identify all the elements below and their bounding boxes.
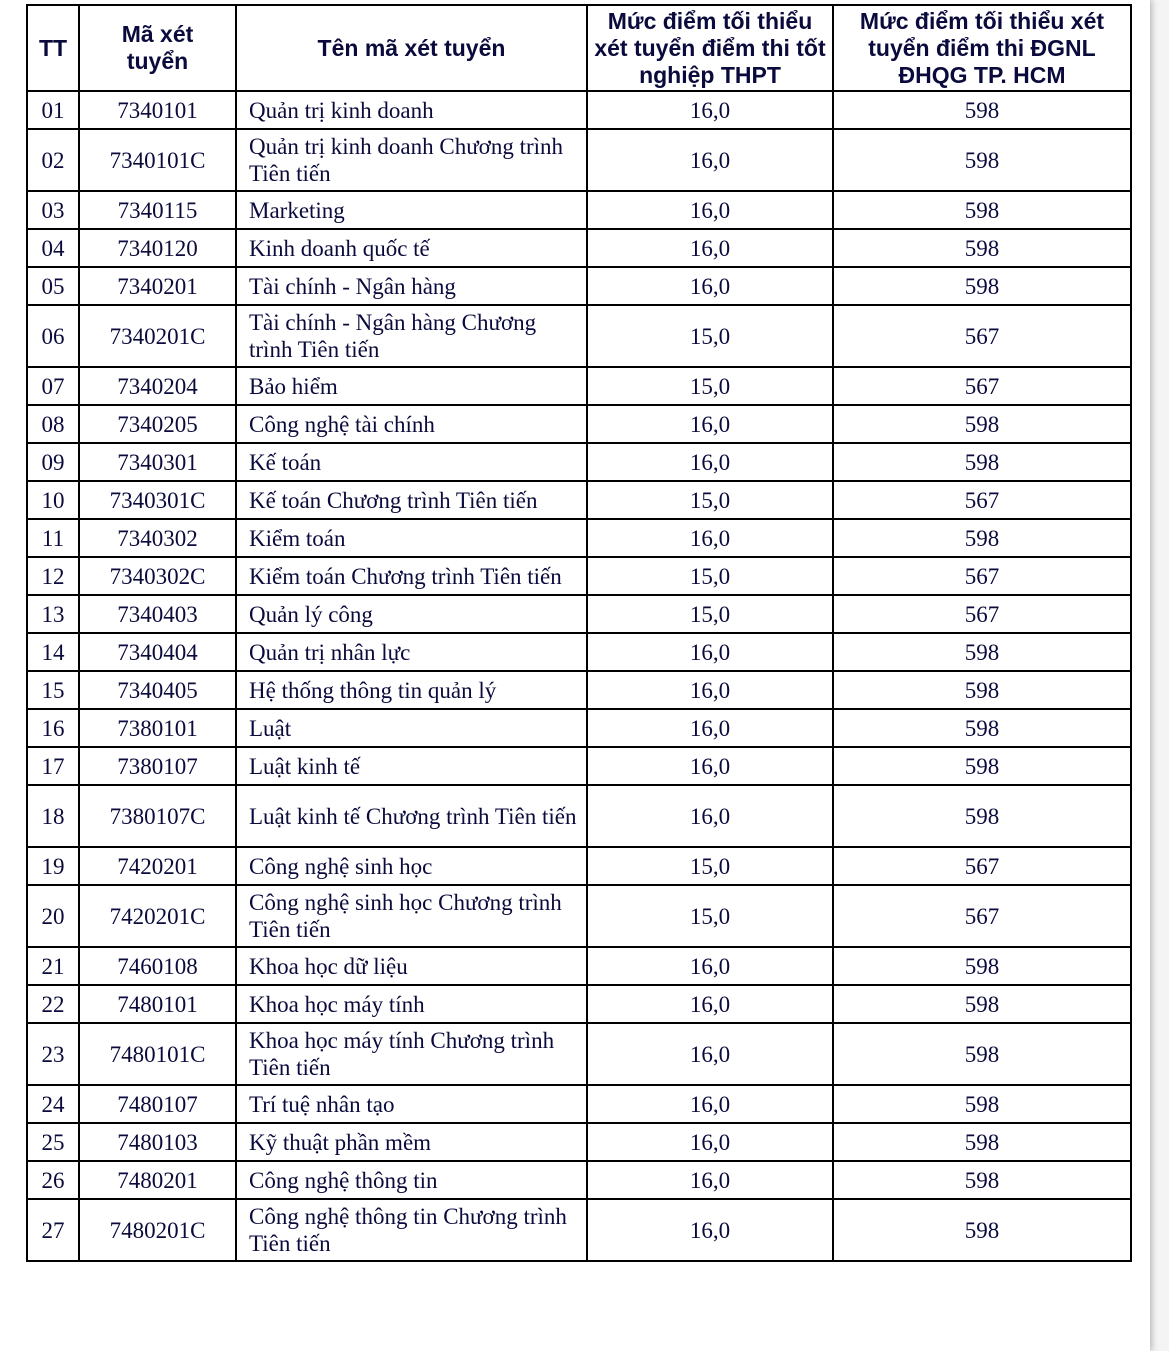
cell-dgnl-score: 598 — [833, 1023, 1131, 1085]
cell-dgnl-score: 567 — [833, 885, 1131, 947]
cell-name: Kế toán — [236, 443, 587, 481]
cell-dgnl-score: 567 — [833, 305, 1131, 367]
cell-dgnl-score: 598 — [833, 709, 1131, 747]
cell-tt: 26 — [27, 1161, 79, 1199]
cell-thpt-score: 15,0 — [587, 595, 833, 633]
table-body — [27, 91, 1131, 1261]
cell-thpt-score: 16,0 — [587, 191, 833, 229]
cell-code: 7380107C — [79, 785, 236, 847]
cell-dgnl-score: 598 — [833, 443, 1131, 481]
cell-code: 7480101C — [79, 1023, 236, 1085]
cell-thpt-score: 16,0 — [587, 1085, 833, 1123]
cell-thpt-score: 15,0 — [587, 305, 833, 367]
cell-name: Luật kinh tế Chương trình Tiên tiến — [236, 785, 587, 847]
cell-dgnl-score: 598 — [833, 191, 1131, 229]
cell-dgnl-score: 598 — [833, 1123, 1131, 1161]
cell-thpt-score: 16,0 — [587, 1023, 833, 1085]
header-thpt-score: Mức điểm tối thiểu xét tuyển điểm thi tốt nghiệp THPT — [587, 5, 833, 91]
cell-tt: 18 — [27, 785, 79, 847]
cell-code: 7340101 — [79, 91, 236, 129]
cell-tt: 25 — [27, 1123, 79, 1161]
table-row — [27, 1199, 1131, 1261]
cell-name: Marketing — [236, 191, 587, 229]
cell-name: Quản trị kinh doanh Chương trình Tiên tiến — [236, 129, 587, 191]
cell-thpt-score: 15,0 — [587, 885, 833, 947]
table-row — [27, 1023, 1131, 1085]
cell-thpt-score: 16,0 — [587, 633, 833, 671]
cell-tt: 15 — [27, 671, 79, 709]
cell-dgnl-score: 567 — [833, 367, 1131, 405]
cell-tt: 13 — [27, 595, 79, 633]
cell-dgnl-score: 598 — [833, 947, 1131, 985]
cell-dgnl-score: 598 — [833, 1161, 1131, 1199]
cell-dgnl-score: 598 — [833, 671, 1131, 709]
cell-thpt-score: 16,0 — [587, 267, 833, 305]
cell-code: 7340115 — [79, 191, 236, 229]
cell-code: 7420201C — [79, 885, 236, 947]
header-name: Tên mã xét tuyển — [236, 5, 587, 91]
header-code: Mã xét tuyển — [79, 5, 236, 91]
cell-name: Kiểm toán Chương trình Tiên tiến — [236, 557, 587, 595]
cell-code: 7340404 — [79, 633, 236, 671]
table-row — [27, 747, 1131, 785]
cell-name: Kế toán Chương trình Tiên tiến — [236, 481, 587, 519]
cell-thpt-score: 16,0 — [587, 405, 833, 443]
cell-code: 7340301C — [79, 481, 236, 519]
cell-code: 7480101 — [79, 985, 236, 1023]
cell-tt: 01 — [27, 91, 79, 129]
cell-thpt-score: 16,0 — [587, 1199, 833, 1261]
cell-name: Luật — [236, 709, 587, 747]
cell-dgnl-score: 598 — [833, 1199, 1131, 1261]
table-row — [27, 985, 1131, 1023]
cell-tt: 07 — [27, 367, 79, 405]
cell-code: 7340302 — [79, 519, 236, 557]
cell-tt: 22 — [27, 985, 79, 1023]
cell-name: Khoa học dữ liệu — [236, 947, 587, 985]
cell-name: Công nghệ thông tin Chương trình Tiên tiến — [236, 1199, 587, 1261]
cell-name: Tài chính - Ngân hàng — [236, 267, 587, 305]
cell-name: Công nghệ sinh học Chương trình Tiên tiến — [236, 885, 587, 947]
cell-code: 7340204 — [79, 367, 236, 405]
table-row — [27, 443, 1131, 481]
cell-thpt-score: 16,0 — [587, 709, 833, 747]
cell-code: 7340120 — [79, 229, 236, 267]
cell-code: 7340101C — [79, 129, 236, 191]
cell-name: Công nghệ sinh học — [236, 847, 587, 885]
cell-code: 7480103 — [79, 1123, 236, 1161]
cell-code: 7340205 — [79, 405, 236, 443]
table-row — [27, 91, 1131, 129]
cell-thpt-score: 16,0 — [587, 519, 833, 557]
cell-dgnl-score: 598 — [833, 91, 1131, 129]
cell-dgnl-score: 598 — [833, 519, 1131, 557]
cell-code: 7480201 — [79, 1161, 236, 1199]
table-row — [27, 885, 1131, 947]
cell-thpt-score: 15,0 — [587, 557, 833, 595]
table-row — [27, 519, 1131, 557]
table-row — [27, 785, 1131, 847]
cell-dgnl-score: 598 — [833, 985, 1131, 1023]
cell-thpt-score: 15,0 — [587, 481, 833, 519]
table-row — [27, 191, 1131, 229]
cell-name: Quản trị kinh doanh — [236, 91, 587, 129]
cell-thpt-score: 16,0 — [587, 1161, 833, 1199]
cell-tt: 09 — [27, 443, 79, 481]
table-row — [27, 1161, 1131, 1199]
table-row — [27, 595, 1131, 633]
cell-tt: 17 — [27, 747, 79, 785]
cell-dgnl-score: 567 — [833, 557, 1131, 595]
cell-tt: 08 — [27, 405, 79, 443]
cell-thpt-score: 16,0 — [587, 785, 833, 847]
cell-code: 7420201 — [79, 847, 236, 885]
cell-tt: 23 — [27, 1023, 79, 1085]
cell-tt: 12 — [27, 557, 79, 595]
cell-tt: 06 — [27, 305, 79, 367]
cell-code: 7340405 — [79, 671, 236, 709]
cell-dgnl-score: 598 — [833, 1085, 1131, 1123]
cell-tt: 14 — [27, 633, 79, 671]
cell-dgnl-score: 598 — [833, 633, 1131, 671]
table-row — [27, 481, 1131, 519]
table-row — [27, 709, 1131, 747]
cell-code: 7340301 — [79, 443, 236, 481]
cell-tt: 27 — [27, 1199, 79, 1261]
table-row — [27, 947, 1131, 985]
cell-code: 7340201C — [79, 305, 236, 367]
cell-name: Kỹ thuật phần mềm — [236, 1123, 587, 1161]
cell-thpt-score: 16,0 — [587, 229, 833, 267]
table-row — [27, 1123, 1131, 1161]
table-row — [27, 129, 1131, 191]
cell-thpt-score: 16,0 — [587, 1123, 833, 1161]
admission-score-table — [26, 4, 1132, 1262]
cell-name: Bảo hiểm — [236, 367, 587, 405]
header-tt: TT — [27, 5, 79, 91]
cell-name: Kiểm toán — [236, 519, 587, 557]
cell-tt: 24 — [27, 1085, 79, 1123]
cell-name: Kinh doanh quốc tế — [236, 229, 587, 267]
cell-dgnl-score: 598 — [833, 785, 1131, 847]
cell-thpt-score: 16,0 — [587, 91, 833, 129]
table-row — [27, 405, 1131, 443]
cell-thpt-score: 16,0 — [587, 129, 833, 191]
cell-thpt-score: 15,0 — [587, 847, 833, 885]
cell-tt: 10 — [27, 481, 79, 519]
cell-code: 7340302C — [79, 557, 236, 595]
cell-code: 7340201 — [79, 267, 236, 305]
table-row — [27, 229, 1131, 267]
cell-dgnl-score: 598 — [833, 129, 1131, 191]
cell-code: 7460108 — [79, 947, 236, 985]
cell-name: Tài chính - Ngân hàng Chương trình Tiên tiến — [236, 305, 587, 367]
table-row — [27, 847, 1131, 885]
cell-tt: 16 — [27, 709, 79, 747]
cell-code: 7480201C — [79, 1199, 236, 1261]
table-row — [27, 557, 1131, 595]
cell-dgnl-score: 567 — [833, 595, 1131, 633]
cell-name: Khoa học máy tính Chương trình Tiên tiến — [236, 1023, 587, 1085]
cell-tt: 03 — [27, 191, 79, 229]
cell-name: Quản lý công — [236, 595, 587, 633]
cell-thpt-score: 16,0 — [587, 671, 833, 709]
cell-thpt-score: 16,0 — [587, 947, 833, 985]
table-row — [27, 671, 1131, 709]
cell-code: 7380107 — [79, 747, 236, 785]
table-row — [27, 305, 1131, 367]
cell-tt: 11 — [27, 519, 79, 557]
cell-thpt-score: 15,0 — [587, 367, 833, 405]
cell-name: Công nghệ thông tin — [236, 1161, 587, 1199]
header-dgnl-score: Mức điểm tối thiểu xét tuyển điểm thi ĐGNL ĐHQG TP. HCM — [833, 5, 1131, 91]
table-row — [27, 633, 1131, 671]
cell-tt: 19 — [27, 847, 79, 885]
cell-tt: 05 — [27, 267, 79, 305]
cell-dgnl-score: 598 — [833, 747, 1131, 785]
cell-code: 7380101 — [79, 709, 236, 747]
table-header-row — [27, 5, 1131, 91]
cell-name: Quản trị nhân lực — [236, 633, 587, 671]
cell-name: Hệ thống thông tin quản lý — [236, 671, 587, 709]
cell-dgnl-score: 567 — [833, 847, 1131, 885]
table-row — [27, 267, 1131, 305]
cell-thpt-score: 16,0 — [587, 747, 833, 785]
cell-name: Luật kinh tế — [236, 747, 587, 785]
cell-tt: 04 — [27, 229, 79, 267]
cell-thpt-score: 16,0 — [587, 985, 833, 1023]
cell-name: Khoa học máy tính — [236, 985, 587, 1023]
table-row — [27, 367, 1131, 405]
cell-thpt-score: 16,0 — [587, 443, 833, 481]
cell-tt: 20 — [27, 885, 79, 947]
cell-dgnl-score: 567 — [833, 481, 1131, 519]
cell-tt: 21 — [27, 947, 79, 985]
cell-code: 7480107 — [79, 1085, 236, 1123]
cell-code: 7340403 — [79, 595, 236, 633]
cell-tt: 02 — [27, 129, 79, 191]
cell-name: Công nghệ tài chính — [236, 405, 587, 443]
cell-dgnl-score: 598 — [833, 229, 1131, 267]
cell-dgnl-score: 598 — [833, 405, 1131, 443]
table-row — [27, 1085, 1131, 1123]
cell-dgnl-score: 598 — [833, 267, 1131, 305]
cell-name: Trí tuệ nhân tạo — [236, 1085, 587, 1123]
